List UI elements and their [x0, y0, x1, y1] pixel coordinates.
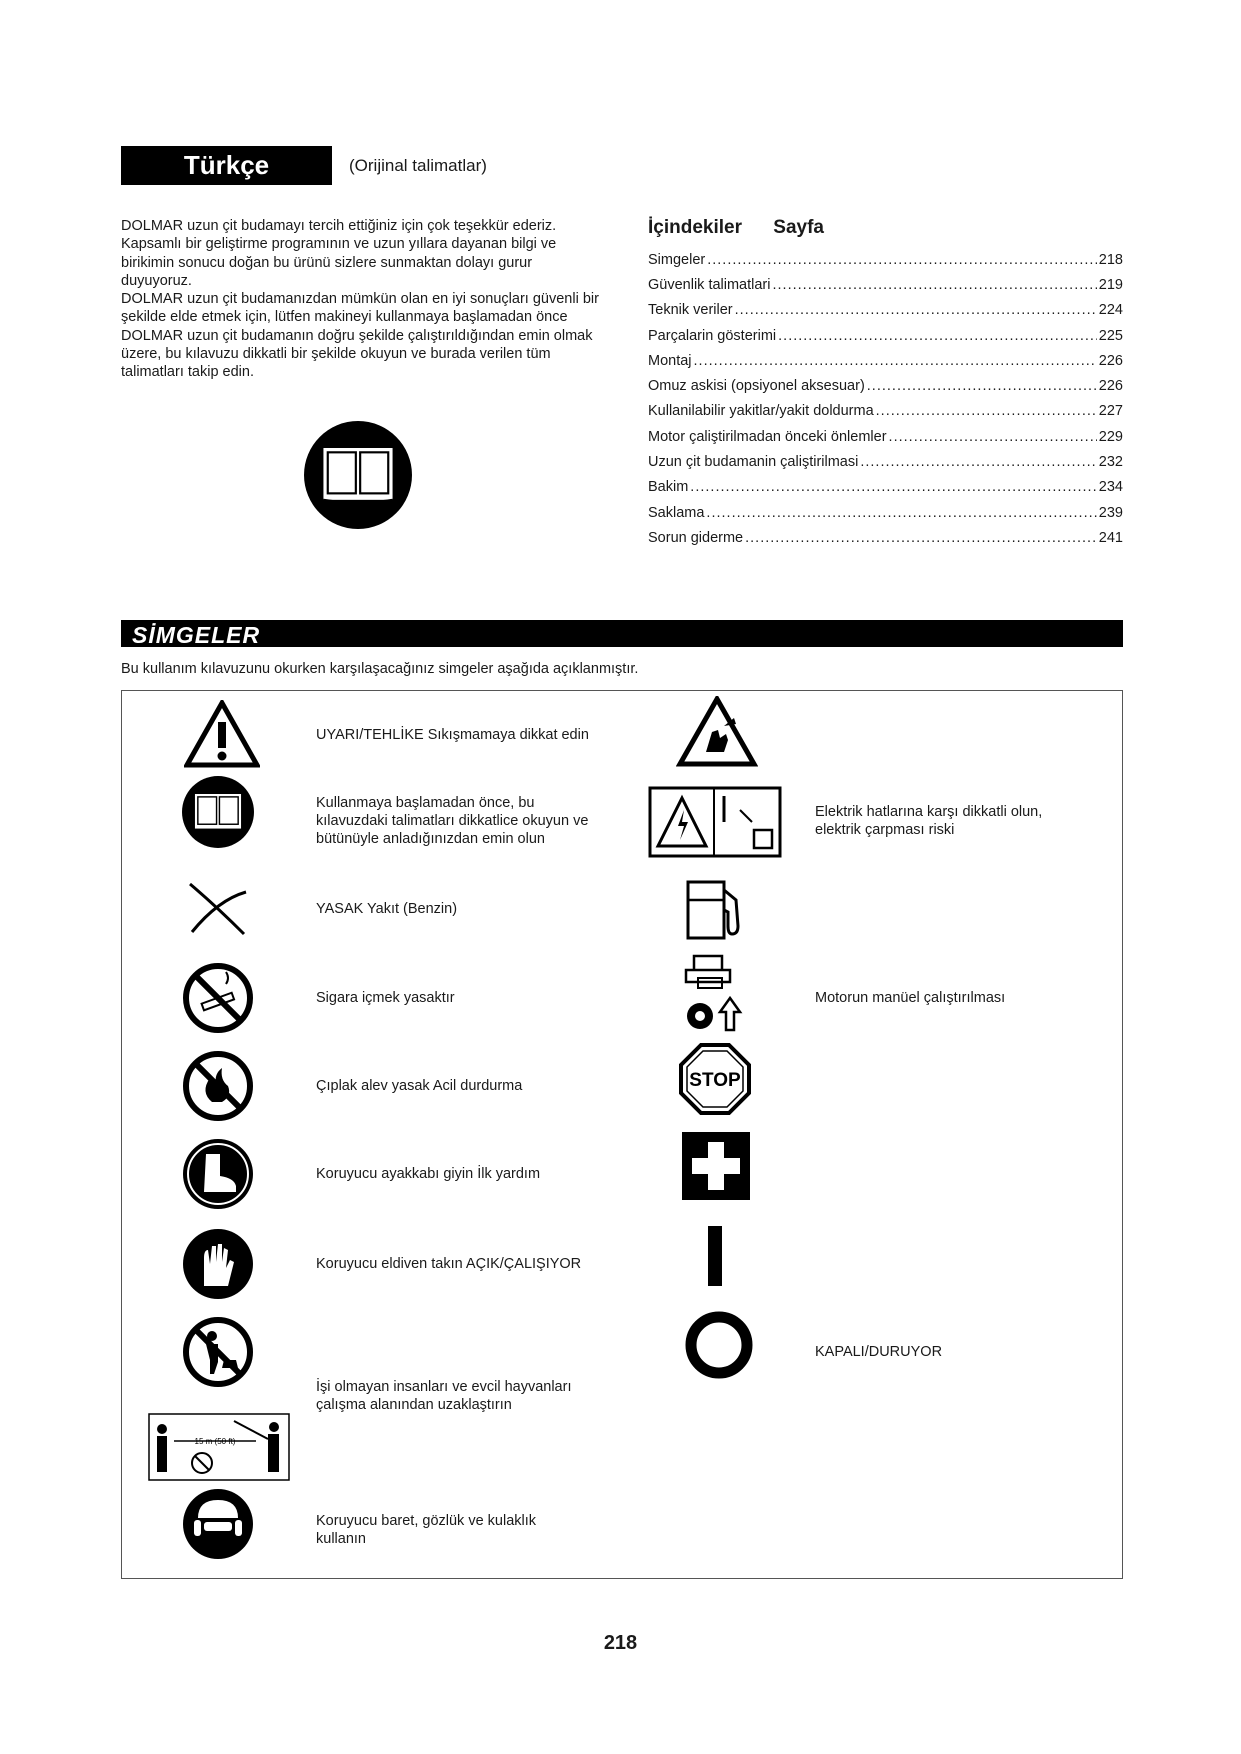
toc-title: İçindekiler: [648, 217, 742, 238]
symbol-label-manual-start: Motorun manüel çalıştırılması: [815, 990, 1006, 1006]
toc-item: [648, 525, 1123, 550]
toc-leader-dots: [773, 277, 1097, 293]
toc-item-label: Simgeler: [648, 251, 706, 268]
toc-item: [648, 373, 1123, 398]
toc-item-page: 227: [1098, 403, 1123, 420]
safety-boots-icon: [182, 1138, 254, 1210]
toc-item: [648, 348, 1123, 373]
toc-item: [648, 424, 1123, 449]
symbol-label-boots: Koruyucu ayakkabı giyin İlk yardım: [316, 1166, 541, 1182]
stop-text: STOP: [689, 1070, 741, 1091]
toc-leader-dots: [745, 530, 1097, 546]
symbol-label-prohibited-fuel: YASAK Yakıt (Benzin): [316, 901, 458, 917]
subtitle: (Orijinal talimatlar): [349, 156, 487, 175]
toc-leader-dots: [707, 252, 1097, 268]
no-open-flame-icon: [182, 1050, 254, 1122]
symbol-label-gloves: Koruyucu eldiven takın AÇIK/ÇALIŞIYOR: [316, 1256, 582, 1272]
manual-start-icon: [682, 954, 746, 1034]
toc-item-page: 225: [1098, 327, 1123, 344]
toc-item: [648, 399, 1123, 424]
toc-item-label: Sorun giderme: [648, 529, 744, 546]
toc-item: [648, 272, 1123, 297]
table-of-contents: [648, 217, 1123, 551]
section-description: Bu kullanım kılavuzunu okurken karşılaşacağınız simgeler aşağıda açıklanmıştır.: [121, 661, 639, 677]
toc-item: [648, 247, 1123, 272]
symbol-label-warning: UYARI/TEHLİKE Sıkışmamaya dikkat edin: [316, 727, 589, 743]
toc-item-page: 229: [1098, 428, 1123, 445]
toc-page-header: Sayfa: [773, 217, 824, 238]
symbol-label-electric: Elektrik hatlarına karşı dikkatli olun, elektrik çarpması riski: [815, 804, 1043, 838]
section-bar: [121, 620, 1123, 647]
toc-item-page: 219: [1098, 276, 1123, 293]
warning-triangle-icon: [184, 700, 260, 768]
prohibited-x-icon: [186, 878, 250, 938]
toc-leader-dots: [860, 454, 1096, 470]
toc-item-label: Saklama: [648, 504, 705, 521]
toc-leader-dots: [694, 353, 1097, 369]
toc-item-label: Teknik veriler: [648, 302, 733, 319]
toc-leader-dots: [778, 328, 1097, 344]
toc-item-label: Güvenlik talimatlari: [648, 276, 771, 293]
toc-item-label: Motor çaliştirilmadan önceki önlemler: [648, 428, 887, 445]
toc-item-page: 224: [1098, 302, 1123, 319]
read-manual-icon: [304, 421, 412, 529]
hand-injury-icon: [676, 696, 758, 768]
toc-item-page: 218: [1098, 251, 1123, 268]
symbol-label-no-smoking: Sigara içmek yasaktır: [316, 990, 455, 1006]
toc-item: [648, 500, 1123, 525]
first-aid-icon: [682, 1132, 750, 1200]
symbol-label-no-flame: Çıplak alev yasak Acil durdurma: [316, 1078, 523, 1094]
gloves-icon: [182, 1228, 254, 1300]
distance-warning-icon: [148, 1413, 290, 1481]
toc-item-label: Bakim: [648, 479, 689, 496]
toc-item-page: 232: [1098, 454, 1123, 471]
intro-text: [121, 217, 607, 382]
toc-item-page: 241: [1098, 529, 1123, 546]
toc-item-label: Parçalarin gösterimi: [648, 327, 777, 344]
fuel-pump-icon: [684, 876, 750, 942]
read-manual-icon: [182, 776, 254, 848]
keep-away-icon: [182, 1316, 254, 1388]
language-label: Türkçe: [121, 146, 332, 185]
toc-item: [648, 449, 1123, 474]
helmet-goggles-earmuffs-icon: [182, 1488, 254, 1560]
electric-hazard-icon: [648, 786, 782, 858]
toc-item: [648, 323, 1123, 348]
off-symbol-icon: [684, 1310, 754, 1380]
stop-sign-icon: [678, 1042, 752, 1116]
page-number: 218: [603, 1632, 638, 1654]
symbol-label-read-manual: Kullanmaya başlamadan önce, bu kılavuzdaki talimatları dikkatlice okuyun ve bütünüyle anladığınızdan emin olun: [316, 795, 589, 847]
toc-leader-dots: [889, 429, 1097, 445]
symbol-label-helmet: Koruyucu baret, gözlük ve kulaklık kullanın: [316, 1513, 537, 1547]
symbol-label-keep-away: İşi olmayan insanları ve evcil hayvanları çalışma alanından uzaklaştırın: [316, 1379, 572, 1413]
toc-item-label: Kullanilabilir yakitlar/yakit doldurma: [648, 403, 874, 420]
toc-leader-dots: [690, 479, 1097, 495]
section-title: SİMGELER: [132, 622, 261, 648]
distance-label: 15 m (50 ft): [194, 1437, 236, 1446]
toc-item-label: Uzun çit budamanin çaliştirilmasi: [648, 454, 859, 471]
toc-item: [648, 298, 1123, 323]
intro-paragraph-1: DOLMAR uzun çit budamayı tercih ettiğiniz için çok teşekkür ederiz. Kapsamlı bir geliştirme programının ve uzun yıllara dayanan bilgi ve birikimin sonucu doğan bu ürünü sizlere sunmaktan dolayı gurur duyuyoruz.: [121, 218, 557, 289]
toc-item-page: 226: [1098, 378, 1123, 395]
toc-item-label: Montaj: [648, 352, 692, 369]
symbol-label-off: KAPALI/DURUYOR: [815, 1344, 943, 1360]
no-smoking-icon: [182, 962, 254, 1034]
toc-item: [648, 475, 1123, 500]
toc-item-label: Omuz askisi (opsiyonel aksesuar): [648, 378, 865, 395]
on-symbol-icon: [708, 1226, 722, 1286]
toc-item-page: 226: [1098, 352, 1123, 369]
toc-leader-dots: [735, 302, 1097, 318]
toc-leader-dots: [876, 403, 1097, 419]
toc-item-page: 239: [1098, 504, 1123, 521]
toc-leader-dots: [867, 378, 1097, 394]
intro-paragraph-2: DOLMAR uzun çit budamanızdan mümkün olan en iyi sonuçları güvenli bir şekilde elde etmek için, lütfen makineyi kullanmaya başlamadan önce DOLMAR uzun çit budamanın doğru şekilde çalıştırıldığından emin olmak üzere, bu kılavuzu dikkatli bir şekilde okuyun ve burada verilen tüm talimatları takip edin.: [121, 291, 599, 381]
toc-item-page: 234: [1098, 479, 1123, 496]
toc-leader-dots: [706, 505, 1096, 521]
